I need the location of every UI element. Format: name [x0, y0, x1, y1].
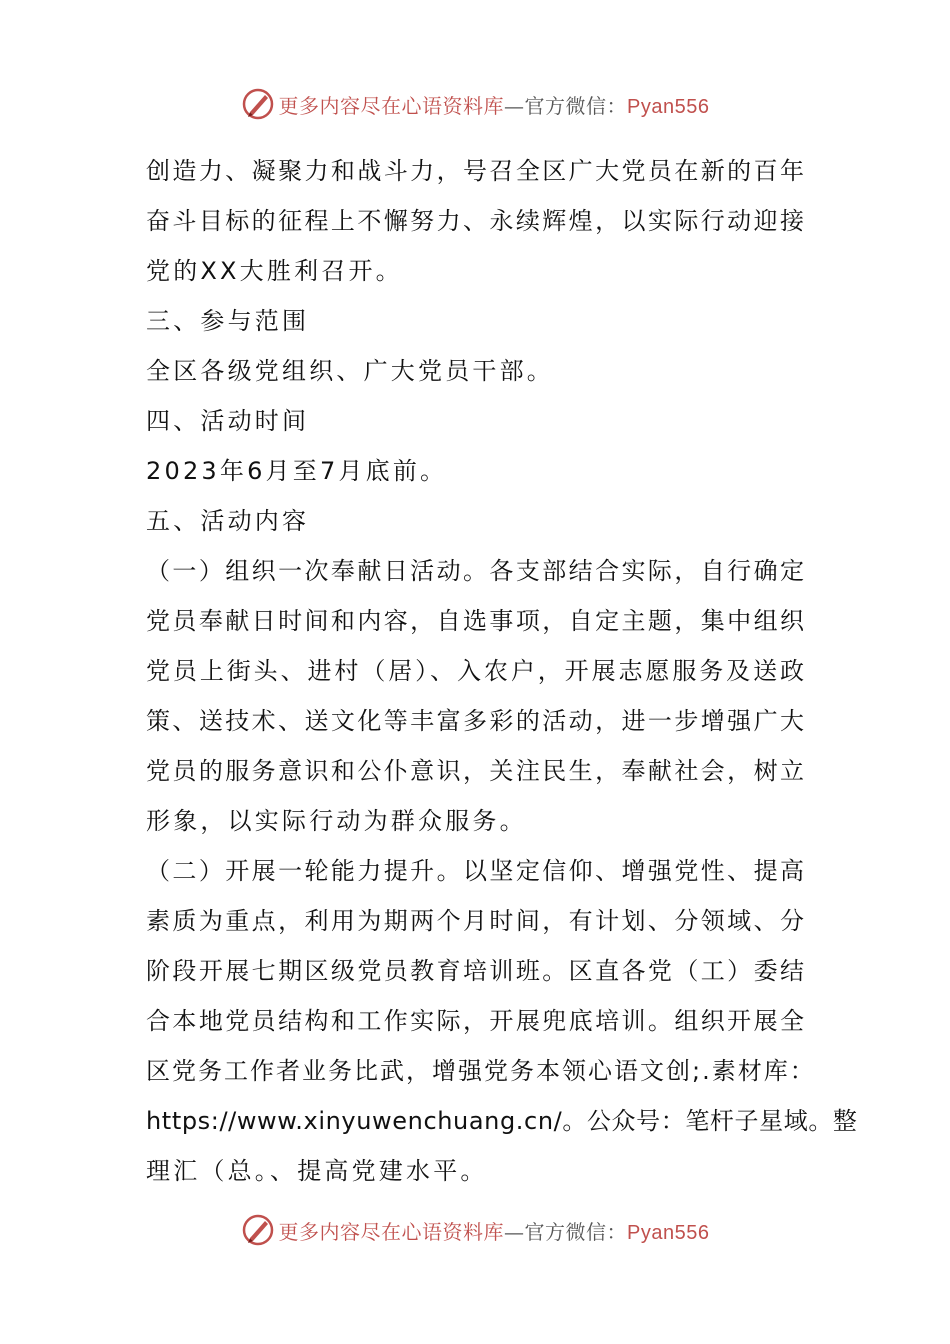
banner-brand: 更多内容尽在心语资料库: [278, 93, 505, 118]
banner-account: Pyan556: [627, 1221, 710, 1244]
text-line-url: https://www.xinyuwenchuang.cn/。公众号：笔杆子星域。整: [146, 1107, 858, 1135]
text-line: 素质为重点，利用为期两个月时间，有计划、分领域、分: [146, 907, 806, 935]
banner-text: [279, 1216, 710, 1245]
text-line: 创造力、凝聚力和战斗力，号召全区广大党员在新的百年: [146, 157, 806, 185]
text-line: 阶段开展七期区级党员教育培训班。区直各党（工）委结: [146, 957, 806, 985]
pen-logo-icon: [241, 87, 275, 121]
text-line: 党的XX大胜利召开。: [146, 257, 403, 285]
footer-banner: [0, 1208, 950, 1252]
banner-text: [279, 90, 710, 119]
text-line: 2023年6月至7月底前。: [146, 457, 448, 485]
section-heading: 三、参与范围: [146, 307, 310, 335]
text-line: 策、送技术、送文化等丰富多彩的活动，进一步增强广大: [146, 707, 806, 735]
pen-logo-icon: [241, 1213, 275, 1247]
text-line: 形象，以实际行动为群众服务。: [146, 807, 527, 835]
text-line: 区党务工作者业务比武，增强党务本领心语文创;.素材库：: [146, 1057, 816, 1085]
text-line: 党员的服务意识和公仆意识，关注民生，奉献社会，树立: [146, 757, 806, 785]
text-line: 党员奉献日时间和内容，自选事项，自定主题，集中组织: [146, 607, 806, 635]
section-heading: 五、活动内容: [146, 507, 310, 535]
banner-brand: 更多内容尽在心语资料库: [278, 1219, 505, 1244]
text-line: 全区各级党组织、广大党员干部。: [146, 357, 554, 385]
document-body: [146, 146, 858, 1196]
section-heading: 四、活动时间: [146, 407, 310, 435]
banner-account: Pyan556: [627, 95, 710, 118]
header-banner: [0, 82, 950, 126]
banner-dash: —: [504, 93, 525, 118]
banner-wechat-label: 官方微信：: [524, 1219, 628, 1244]
text-line: 理汇（总。、提高党建水平。: [146, 1157, 488, 1185]
banner-wechat-label: 官方微信：: [524, 93, 628, 118]
text-line: 奋斗目标的征程上不懈努力、永续辉煌，以实际行动迎接: [146, 207, 806, 235]
text-line: 党员上街头、进村（居）、入农户，开展志愿服务及送政: [146, 657, 806, 685]
text-line: 合本地党员结构和工作实际，开展兜底培训。组织开展全: [146, 1007, 806, 1035]
text-line: （二）开展一轮能力提升。以坚定信仰、增强党性、提高: [146, 857, 806, 885]
banner-dash: —: [504, 1219, 525, 1244]
text-line: （一）组织一次奉献日活动。各支部结合实际，自行确定: [146, 557, 806, 585]
